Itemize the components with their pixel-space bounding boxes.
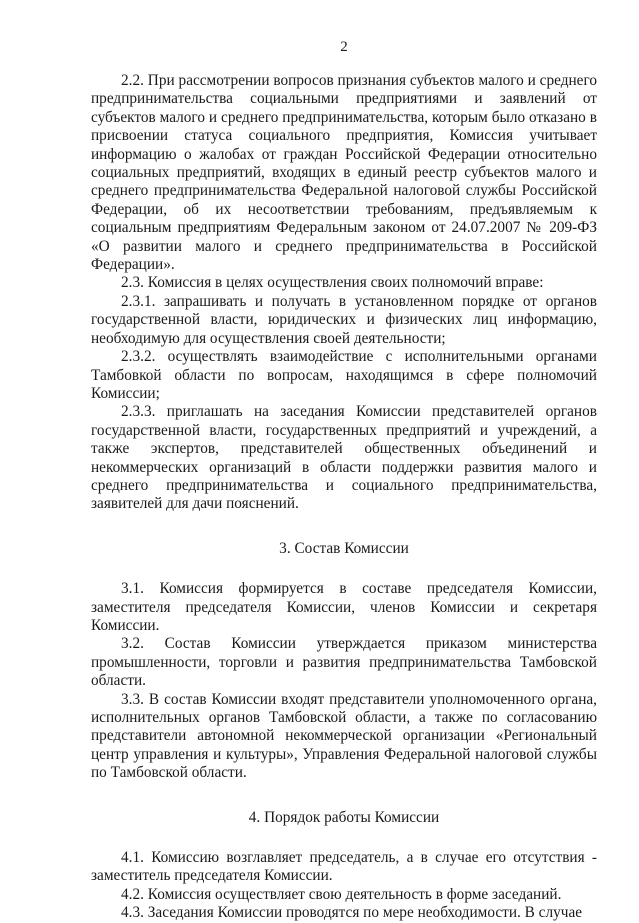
paragraph-2-3-3: 2.3.3. приглашать на заседания Комиссии представителей органов государственной власти, государственных предприятий и учреждений, а также экспертов, представителей общественных объединений и некоммерческих организаций в области поддержки развития малого и среднего предпринимательства и социального предпринимательства, заявителей для дачи пояснений.: [91, 403, 597, 513]
section-3: [91, 580, 597, 782]
paragraph-4-3: 4.3. Заседания Комиссии проводятся по мере необходимости. В случае: [121, 904, 583, 922]
paragraph-3-1: 3.1. Комиссия формируется в составе председателя Комиссии, заместителя председателя Комиссии, членов Комиссии и секретаря Комиссии.: [91, 580, 597, 634]
paragraph-3-2: 3.2. Состав Комиссии утверждается приказом министерства промышленности, торговли и развития предпринимательства Тамбовской области.: [91, 635, 597, 690]
paragraph-2-3: 2.3. Комиссия в целях осуществления своих полномочий вправе:: [121, 274, 544, 292]
section-4-heading: 4. Порядок работы Комиссии: [248, 808, 440, 826]
paragraph-4-1: 4.1. Комиссию возглавляет председатель, а в случае его отсутствия - заместитель председателя Комиссии.: [91, 849, 597, 885]
section-3-heading: 3. Состав Комиссии: [279, 539, 409, 557]
paragraph-2-3-2: 2.3.2. осуществлять взаимодействие с исполнительными органами Тамбовкой области по вопросам, находящимся в сфере полномочий Комиссии;: [91, 348, 597, 402]
paragraph-3-3: 3.3. В состав Комиссии входят представители уполномоченного органа, исполнительных органов Тамбовской области, а также по согласованию представители автономной некоммерческой организации «Региональный центр управления и культуры», Управления Федеральной налоговой службы по Тамбовской области.: [91, 690, 597, 782]
paragraph-2-3-1: 2.3.1. запрашивать и получать в установленном порядке от органов государственной власти, юридических и физических лиц информацию, необходимую для осуществления своей деятельности;: [91, 292, 597, 347]
paragraph-4-2: 4.2. Комиссия осуществляет свою деятельность в форме заседаний.: [121, 885, 562, 903]
document-page: [91, 38, 597, 923]
page-number: 2: [340, 39, 348, 55]
section-4: [91, 849, 597, 923]
section-2-continued: [91, 72, 597, 514]
paragraph-2-2: 2.2. При рассмотрении вопросов признания субъектов малого и среднего предпринимательства социальными предприятиями и заявлений от субъектов малого и среднего предпринимательства, которым было отказано в присвоении статуса социального предприятия, Комиссия учитывает информацию о жалобах от граждан Российской Федерации относительно социальных предприятий, входящих в единый реестр субъектов малого и среднего предпринимательства Федеральной налоговой службы Российской Федерации, об их несоответствии требованиям, предъявляемым к социальным предприятиям Федеральным законом от 24.07.2007 № 209-ФЗ «О развитии малого и среднего предпринимательства в Российской Федерации».: [91, 72, 597, 274]
